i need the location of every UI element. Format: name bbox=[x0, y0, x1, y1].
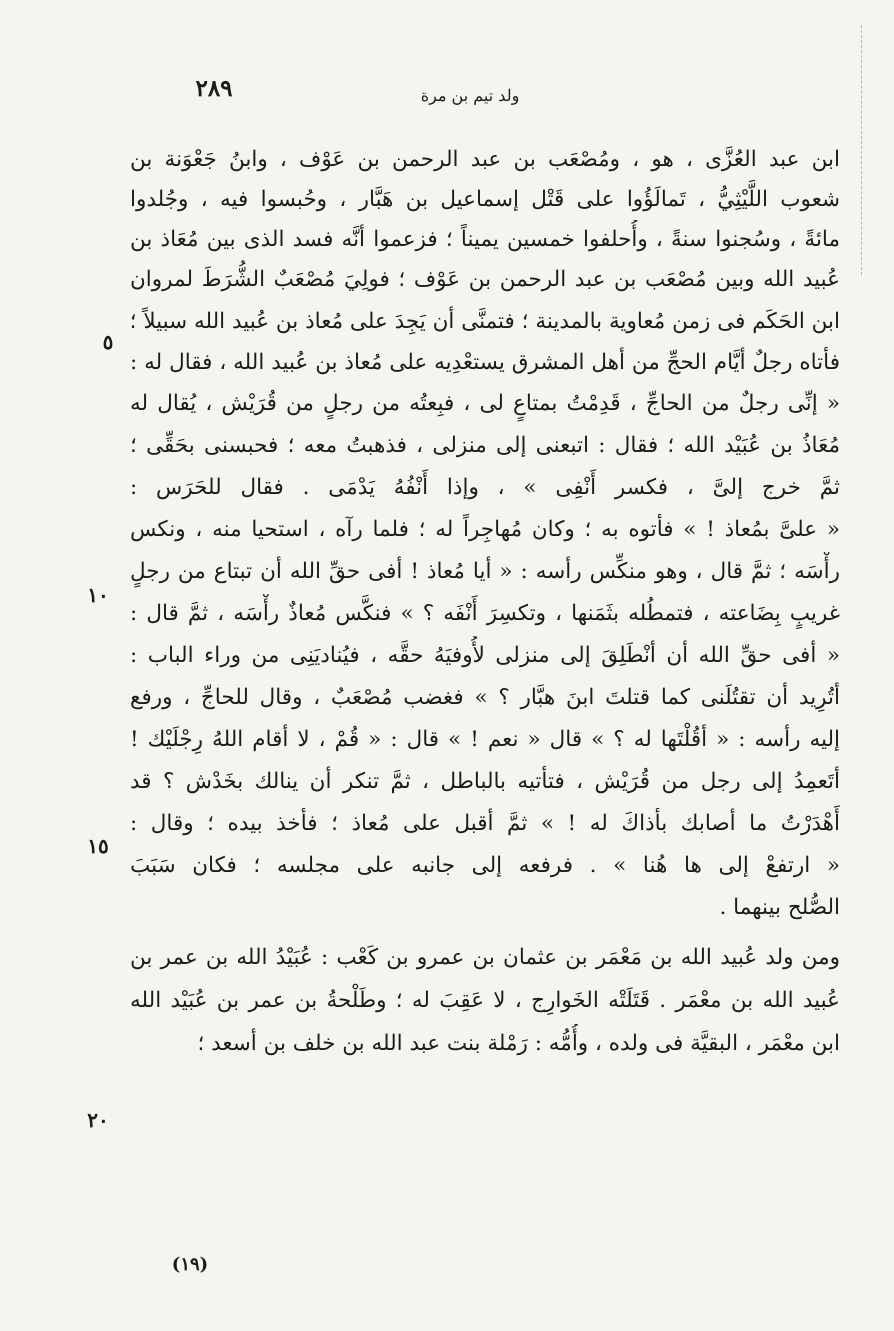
text-line: عُبيد الله بن معْمَر . قَتَلَتْه الخَوارِج ، لا عَقِبَ له ؛ وطَلْحةُ بن عمر بن عُبَيْد الله bbox=[130, 988, 840, 1013]
text-line: إليه رأسه : « أقُلْتَها له ؟ » قال « نعم ! » قال : « قُمْ ، لا أقام اللهُ رِجْلَيْك ! bbox=[130, 727, 840, 752]
line-number: ١٥ bbox=[87, 834, 109, 858]
line-number: ٥ bbox=[102, 330, 114, 354]
text-line: ومن ولد عُبيد الله بن مَعْمَر بن عثمان بن عمرو بن كَعْب : عُبَيْدُ الله بن عمر بن bbox=[130, 945, 840, 970]
text-line: أتَعمِدُ إلى رجل من قُرَيْش ، فتأتيه بالباطل ، ثمَّ تنكر أن ينالك بخَدْش ؟ قد bbox=[130, 769, 840, 794]
text-line: فأتاه رجلٌ أيَّام الحجِّ من أهل المشرق يستعْدِيه على مُعاذ بن عُبيد الله ، فقال له : bbox=[130, 350, 840, 375]
text-line: ابن عبد العُزَّى ، هو ، ومُصْعَب بن عبد الرحمن بن عَوْف ، وابنُ جَعْوَنة بن bbox=[130, 147, 840, 172]
signature-mark: (١٩) bbox=[171, 1254, 209, 1275]
line-number: ١٠ bbox=[87, 583, 109, 607]
text-line: رأْسَه ؛ ثمَّ قال ، وهو منكِّس رأسه : « أيا مُعاذ ! أفى حقِّ الله أن تبتاع من رجلٍ bbox=[130, 559, 840, 584]
text-line: « أفى حقِّ الله أن أنْطَلِقَ إلى منزلى لأُوفيَهُ حقَّه ، فيُناديَنِى من وراء الباب : bbox=[130, 643, 840, 668]
page-edge-line bbox=[861, 25, 862, 275]
text-line: غريبٍ بِضَاعته ، فتمطُله بثَمَنها ، وتكسِرَ أَنْفَه ؟ » فنكَّس مُعاذٌ رأْسَه ، ثمَّ قال : bbox=[130, 601, 840, 626]
page-number: ٢٨٩ bbox=[195, 75, 233, 102]
line-number: ٢٠ bbox=[87, 1108, 109, 1132]
text-line: « ارتفعْ إلى ها هُنا » . فرفعه إلى جانبه على مجلسه ؛ فكان سَبَبَ bbox=[130, 853, 840, 878]
text-line: أتُرِيد أن تقتُلَنى كما قتلتَ ابنَ هبَّار ؟ » فغضب مُصْعَبٌ ، وقال للحاجِّ ، ورفع bbox=[130, 685, 840, 710]
text-line: مُعَاذُ بن عُبَيْد الله ؛ فقال : اتبعنى إلى منزلى ، فذهبتُ معه ؛ فحبسنى بحَقِّى ؛ bbox=[130, 433, 840, 458]
text-line: مائةً ، وسُجنوا سنةً ، وأُحلفوا خمسين يميناً ؛ فزعموا أنَّه فسد الذى بين مُعَاذ بن bbox=[130, 227, 840, 252]
text-line: « علىَّ بمُعاذ ! » فأتوه به ؛ وكان مُهاجِراً له ؛ فلما رآه ، استحيا منه ، ونكس bbox=[130, 517, 840, 542]
text-line: أَهْدَرْتُ ما أصابك بأذاكَ له ! » ثمَّ أقبل على مُعاذ ؛ فأخذ بيده ؛ وقال : bbox=[130, 811, 840, 836]
text-line: « إنِّى رجلٌ من الحاجِّ ، قَدِمْتُ بمتاعٍ لى ، فبِعتُه من رجلٍ من قُرَيْش ، يُقال له bbox=[130, 391, 840, 416]
text-line: ثمَّ خرج إلىَّ ، فكسر أَنْفِى » ، وإذا أَنْفُهُ يَدْمَى . فقال للحَرَس : bbox=[130, 475, 840, 500]
text-line: ابن معْمَر ، البقيَّة فى ولده ، وأُمُّه : رَمْلة بنت عبد الله بن خلف بن أسعد ؛ bbox=[197, 1031, 840, 1056]
text-line: الصُّلح بينهما . bbox=[719, 895, 840, 920]
running-title: ولد تيم بن مرة bbox=[420, 86, 520, 105]
text-line: شعوب اللَّيْثِيُّ ، تَمالَؤُوا على قَتْل إسماعيل بن هَبَّار ، وحُبسوا فيه ، وجُلدوا bbox=[130, 187, 840, 212]
text-line: ابن الحَكَم فى زمن مُعاوية بالمدينة ؛ فتمنَّى أن يَجِدَ على مُعاذ بن عُبيد الله سبيلاً ؛ bbox=[130, 309, 840, 334]
text-line: عُبيد الله وبين مُصْعَب بن عبد الرحمن بن عَوْف ؛ فولِيَ مُصْعَبٌ الشُّرَطَ لمروان bbox=[130, 267, 840, 292]
